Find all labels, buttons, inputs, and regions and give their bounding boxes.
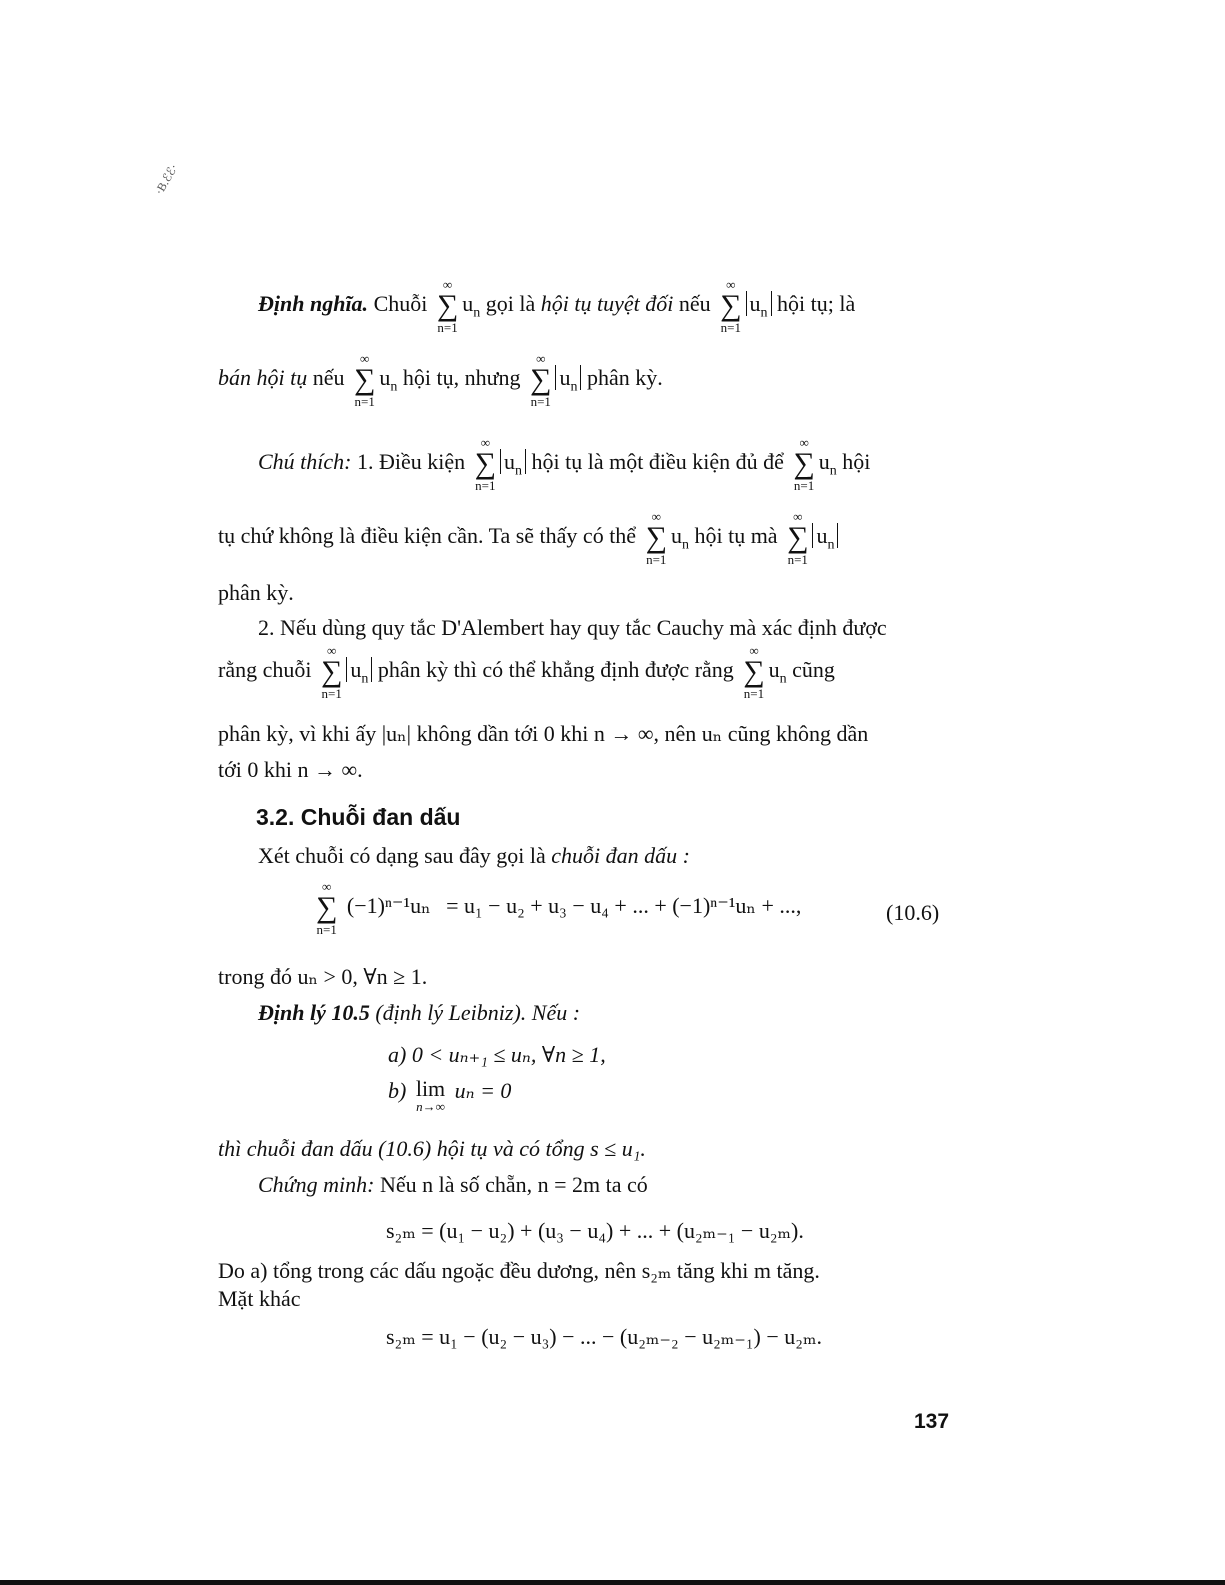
alt-where: trong đó uₙ > 0, ∀n ≥ 1. bbox=[218, 964, 428, 989]
abs-term: $u_n$ bbox=[746, 291, 772, 316]
term-u: $u_n$ bbox=[462, 291, 481, 321]
alt-intro-term: chuỗi đan dấu : bbox=[551, 843, 690, 868]
proof-line-1 bbox=[258, 1172, 648, 1198]
note-p2-line-1: 2. Nếu dùng quy tắc D'Alembert hay quy tắc Cauchy mà xác định được bbox=[258, 615, 887, 640]
condition-b-expr: uₙ = 0 bbox=[454, 1078, 512, 1103]
note-text: hội tụ là một điều kiện đủ để bbox=[531, 449, 784, 475]
definition-text: hội tụ; là bbox=[777, 291, 856, 317]
term-u: $u_n$ bbox=[768, 657, 787, 687]
definition-label: Định nghĩa. bbox=[258, 291, 369, 317]
note-p2-line-3: phân kỳ, vì khi ấy |uₙ| không dần tới 0 khi n → ∞, nên uₙ cũng không dần bbox=[218, 721, 869, 746]
definition-text: hội tụ, nhưng bbox=[402, 365, 521, 391]
sum-symbol: ∞ ∑ n=1 bbox=[320, 643, 343, 701]
alt-intro-text: Xét chuỗi có dạng sau đây gọi là bbox=[258, 843, 546, 868]
term-u: $u_n$ bbox=[670, 523, 689, 553]
proof-equation-2: s₂ₘ = u₁ − (u₂ − u₃) − ... − (u₂ₘ₋₂ − u₂ₘ₋₁) − u₂ₘ. bbox=[386, 1324, 822, 1349]
page-number: 137 bbox=[914, 1410, 950, 1433]
proof-equation-1: s₂ₘ = (u₁ − u₂) + (u₃ − u₄) + ... + (u₂ₘ₋₁ − u₂ₘ). bbox=[386, 1218, 804, 1243]
definition-text: nếu bbox=[678, 291, 711, 317]
definition-text: Chuỗi bbox=[373, 291, 428, 317]
alt-series-equation bbox=[312, 880, 801, 936]
abs-term: $u_n$ bbox=[500, 449, 526, 474]
sum-symbol: ∞ ∑ n=1 bbox=[743, 643, 765, 701]
theorem-conclusion: thì chuỗi đan dấu (10.6) hội tụ và có tổng s ≤ u₁. bbox=[218, 1136, 646, 1161]
note-text: tụ chứ không là điều kiện cần. Ta sẽ thấy có thể bbox=[218, 523, 637, 549]
series-right: = u₁ − u₂ + u₃ − u₄ + ... + (−1)ⁿ⁻¹uₙ + ..., bbox=[446, 893, 802, 919]
theorem-name: (định lý Leibniz). Nếu : bbox=[375, 1000, 581, 1025]
proof-label: Chứng minh: bbox=[258, 1172, 375, 1197]
sum-symbol: ∞ ∑ n=1 bbox=[436, 277, 459, 335]
sum-symbol: ∞ ∑ n=1 bbox=[720, 277, 742, 335]
sum-symbol: ∞ ∑ n=1 bbox=[645, 509, 667, 567]
proof-line-2: Do a) tổng trong các dấu ngoặc đều dương, nên s₂ₘ tăng khi m tăng. bbox=[218, 1258, 820, 1283]
definition-text: nếu bbox=[312, 365, 345, 391]
note-p2-line-2 bbox=[218, 644, 835, 700]
theorem-condition-b bbox=[388, 1078, 511, 1113]
theorem-heading bbox=[258, 1000, 580, 1026]
sum-symbol: ∞ ∑ n=1 bbox=[787, 509, 809, 567]
note-label: Chú thích: bbox=[258, 449, 352, 475]
term-u: $u_n$ bbox=[379, 365, 398, 395]
margin-mark: ·B.ℰℰ· bbox=[151, 161, 181, 198]
note-text: cũng bbox=[792, 657, 835, 683]
note-p2-line-4: tới 0 khi n → ∞. bbox=[218, 757, 363, 782]
definition-term-absolute: hội tụ tuyệt đối bbox=[540, 291, 674, 317]
sum-symbol: ∞ ∑ n=1 bbox=[530, 351, 552, 409]
term-u: $u_n$ bbox=[818, 449, 837, 479]
sum-symbol: ∞ ∑ n=1 bbox=[354, 351, 376, 409]
equation-number: (10.6) bbox=[886, 900, 940, 925]
note-text: hội tụ mà bbox=[694, 523, 778, 549]
sum-symbol: ∞ ∑ n=1 bbox=[793, 435, 815, 493]
theorem-label: Định lý 10.5 bbox=[258, 1000, 370, 1025]
note-text: phân kỳ thì có thể khẳng định được rằng bbox=[377, 657, 734, 683]
scan-edge-bar bbox=[0, 1580, 1225, 1585]
definition-text: gọi là bbox=[485, 291, 536, 317]
definition-line-1 bbox=[258, 278, 855, 334]
proof-text: Nếu n là số chẵn, n = 2m ta có bbox=[380, 1172, 648, 1197]
note-line-2 bbox=[218, 510, 838, 566]
proof-line-3: Mặt khác bbox=[218, 1286, 301, 1311]
note-line-3: phân kỳ. bbox=[218, 580, 294, 605]
note-text: 1. Điều kiện bbox=[357, 449, 466, 475]
note-text: hội bbox=[842, 449, 871, 475]
definition-text: phân kỳ. bbox=[586, 365, 663, 391]
alt-intro bbox=[258, 843, 690, 869]
sum-symbol: ∞ ∑ n=1 bbox=[474, 435, 497, 493]
abs-term: $u_n$ bbox=[812, 523, 838, 548]
definition-term-semi: bán hội tụ bbox=[218, 365, 308, 391]
note-text: rằng chuỗi bbox=[218, 657, 312, 683]
sum-symbol: ∞ ∑ n=1 bbox=[316, 879, 338, 937]
series-left: (−1)ⁿ⁻¹uₙ bbox=[346, 893, 431, 919]
theorem-condition-a: a) 0 < uₙ₊₁ ≤ uₙ, ∀n ≥ 1, bbox=[388, 1042, 606, 1067]
lim-operator: lim n→∞ bbox=[415, 1076, 446, 1114]
condition-b-label: b) bbox=[388, 1078, 407, 1103]
abs-term: $u_n$ bbox=[346, 657, 372, 682]
section-title: 3.2. Chuỗi đan dấu bbox=[256, 804, 461, 830]
definition-line-2 bbox=[218, 352, 663, 408]
note-line-1 bbox=[258, 436, 870, 492]
abs-term: $u_n$ bbox=[555, 365, 581, 390]
